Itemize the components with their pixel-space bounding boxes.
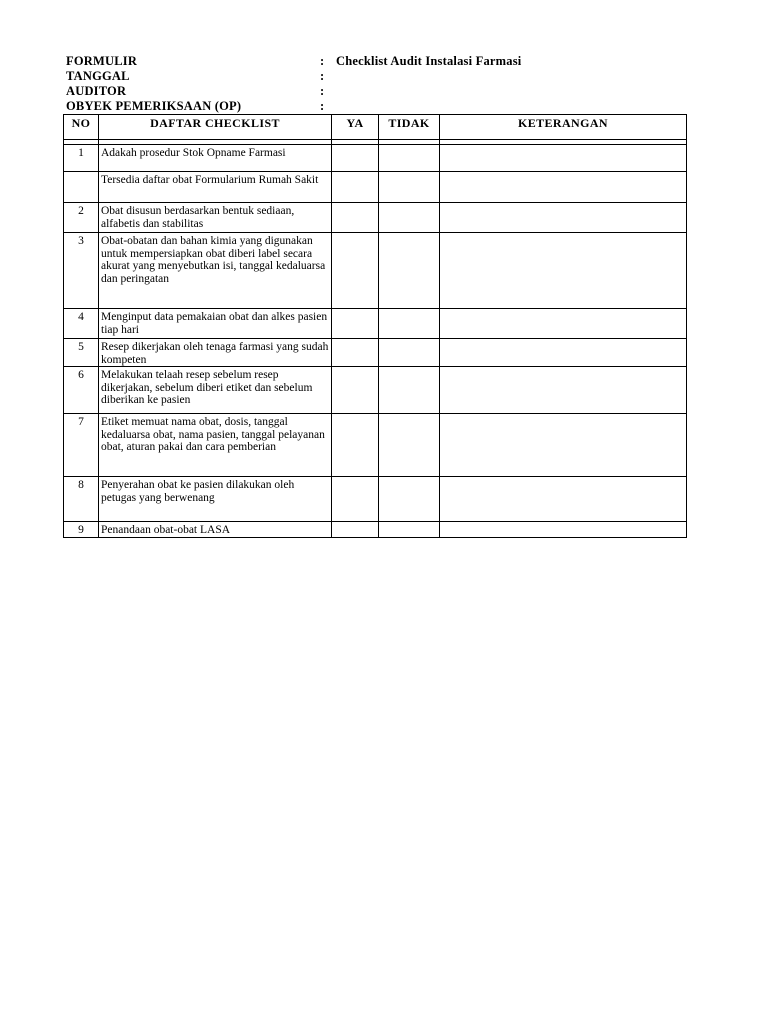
row-number: 9 <box>64 522 99 538</box>
header-row-tanggal <box>66 69 706 84</box>
row-number: 6 <box>64 367 99 414</box>
checklist-item: Menginput data pemakaian obat dan alkes pasien tiap hari <box>99 309 332 339</box>
ya-cell[interactable] <box>332 172 379 203</box>
keterangan-cell[interactable] <box>440 522 687 538</box>
column-header-no: NO <box>64 115 99 140</box>
ya-cell[interactable] <box>332 477 379 522</box>
tidak-cell[interactable] <box>379 522 440 538</box>
keterangan-cell[interactable] <box>440 309 687 339</box>
tidak-cell[interactable] <box>379 172 440 203</box>
table-row <box>64 339 687 367</box>
ya-cell[interactable] <box>332 522 379 538</box>
keterangan-cell[interactable] <box>440 367 687 414</box>
tidak-cell[interactable] <box>379 309 440 339</box>
tidak-cell[interactable] <box>379 477 440 522</box>
keterangan-cell[interactable] <box>440 203 687 233</box>
ya-cell[interactable] <box>332 233 379 309</box>
row-number: 5 <box>64 339 99 367</box>
ya-cell[interactable] <box>332 414 379 477</box>
tidak-cell[interactable] <box>379 367 440 414</box>
checklist-item: Obat-obatan dan bahan kimia yang digunakan untuk mempersiapkan obat diberi label secara akurat yang menyebutkan isi, tanggal kedaluarsa dan peringatan <box>99 233 332 309</box>
checklist-item: Melakukan telaah resep sebelum resep dikerjakan, sebelum diberi etiket dan sebelum diberikan ke pasien <box>99 367 332 414</box>
ya-cell[interactable] <box>332 203 379 233</box>
keterangan-cell[interactable] <box>440 233 687 309</box>
table-row <box>64 309 687 339</box>
column-header-tidak: TIDAK <box>379 115 440 140</box>
checklist-item: Adakah prosedur Stok Opname Farmasi <box>99 145 332 172</box>
table-row <box>64 414 687 477</box>
header-colon: : <box>320 99 325 113</box>
table-header-row <box>64 115 687 140</box>
keterangan-cell[interactable] <box>440 414 687 477</box>
ya-cell[interactable] <box>332 339 379 367</box>
keterangan-cell[interactable] <box>440 477 687 522</box>
tidak-cell[interactable] <box>379 145 440 172</box>
row-number: 3 <box>64 233 99 309</box>
header-label: AUDITOR <box>66 84 127 98</box>
checklist-item: Penyerahan obat ke pasien dilakukan oleh petugas yang berwenang <box>99 477 332 522</box>
header-colon: : <box>320 84 325 98</box>
table-row <box>64 172 687 203</box>
table-row <box>64 522 687 538</box>
tidak-cell[interactable] <box>379 203 440 233</box>
table-row <box>64 233 687 309</box>
ya-cell[interactable] <box>332 367 379 414</box>
row-number: 1 <box>64 145 99 172</box>
column-header-ya: YA <box>332 115 379 140</box>
tidak-cell[interactable] <box>379 233 440 309</box>
tidak-cell[interactable] <box>379 414 440 477</box>
table-row <box>64 145 687 172</box>
table-row <box>64 367 687 414</box>
column-header-keterangan: KETERANGAN <box>440 115 687 140</box>
keterangan-cell[interactable] <box>440 172 687 203</box>
header-row-formulir <box>66 54 706 69</box>
header-label: FORMULIR <box>66 54 138 68</box>
checklist-item: Penandaan obat-obat LASA <box>99 522 332 538</box>
header-value-form-title: Checklist Audit Instalasi Farmasi <box>336 54 522 68</box>
checklist-item: Obat disusun berdasarkan bentuk sediaan, alfabetis dan stabilitas <box>99 203 332 233</box>
header-label: TANGGAL <box>66 69 130 83</box>
checklist-item: Resep dikerjakan oleh tenaga farmasi yang sudah kompeten <box>99 339 332 367</box>
header-label: OBYEK PEMERIKSAAN (OP) <box>66 99 242 113</box>
row-number: 8 <box>64 477 99 522</box>
row-number <box>64 172 99 203</box>
tidak-cell[interactable] <box>379 339 440 367</box>
row-number: 2 <box>64 203 99 233</box>
header-colon: : <box>320 54 325 68</box>
column-header-checklist: DAFTAR CHECKLIST <box>99 115 332 140</box>
keterangan-cell[interactable] <box>440 339 687 367</box>
keterangan-cell[interactable] <box>440 145 687 172</box>
header-colon: : <box>320 69 325 83</box>
row-number: 7 <box>64 414 99 477</box>
checklist-item: Etiket memuat nama obat, dosis, tanggal kedaluarsa obat, nama pasien, tanggal pelayanan obat, aturan pakai dan cara pemberian <box>99 414 332 477</box>
table-row <box>64 203 687 233</box>
row-number: 4 <box>64 309 99 339</box>
checklist-item: Tersedia daftar obat Formularium Rumah Sakit <box>99 172 332 203</box>
header-row-auditor <box>66 84 706 99</box>
ya-cell[interactable] <box>332 309 379 339</box>
ya-cell[interactable] <box>332 145 379 172</box>
form-header <box>66 54 706 114</box>
checklist-table <box>63 114 687 538</box>
table-row <box>64 477 687 522</box>
header-row-obyek <box>66 99 706 114</box>
